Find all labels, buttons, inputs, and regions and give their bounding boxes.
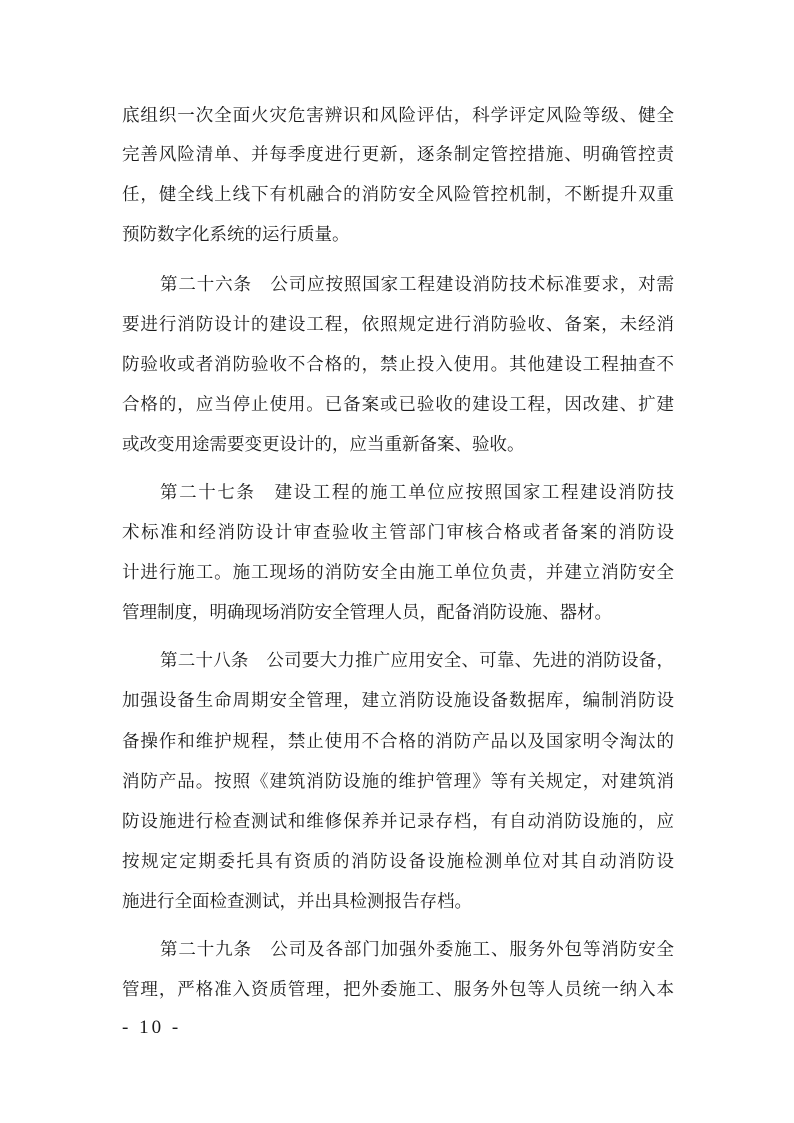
text-line: 计进行施工。施工现场的消防安全由施工单位负责，并建立消防安全 (122, 563, 674, 583)
article-27-heading-line: 第二十七条 建设工程的施工单位应按照国家工程建设消防技 (160, 483, 674, 503)
text-line: 或改变用途需要变更设计的，应当重新备案、验收。 (122, 435, 525, 455)
text-line: 备操作和维护规程，禁止使用不合格的消防产品以及国家明令淘汰的 (122, 732, 674, 752)
text-line: 加强设备生命周期安全管理，建立消防设施设备数据库，编制消防设 (122, 691, 674, 711)
text-line: 术标准和经消防设计审查验收主管部门审核合格或者备案的消防设 (122, 523, 674, 543)
article-29-heading-line: 第二十九条 公司及各部门加强外委施工、服务外包等消防安全 (160, 940, 674, 960)
article-28-heading-line: 第二十八条 公司要大力推广应用安全、可靠、先进的消防设备， (160, 651, 674, 671)
text-line: 预防数字化系统的运行质量。 (122, 225, 350, 245)
article-26-heading-line: 第二十六条 公司应按照国家工程建设消防技术标准要求，对需 (160, 275, 674, 295)
page-number: - 10 - (122, 1017, 182, 1038)
text-line: 按规定定期委托具有资质的消防设备设施检测单位对其自动消防设 (122, 852, 674, 872)
text-line: 施进行全面检查测试，并出具检测报告存档。 (122, 892, 472, 912)
text-line: 底组织一次全面火灾危害辨识和风险评估，科学评定风险等级、健全 (122, 106, 674, 126)
text-line: 防验收或者消防验收不合格的，禁止投入使用。其他建设工程抽查不 (122, 355, 674, 375)
text-line: 管理制度，明确现场消防安全管理人员，配备消防设施、器材。 (122, 603, 612, 623)
text-line: 管理，严格准入资质管理，把外委施工、服务外包等人员统一纳入本 (122, 980, 674, 1000)
text-line: 完善风险清单、并每季度进行更新，逐条制定管控措施、明确管控责 (122, 145, 674, 165)
text-line: 消防产品。按照《建筑消防设施的维护管理》等有关规定，对建筑消 (122, 772, 674, 792)
text-line: 防设施进行检查测试和维修保养并记录存档，有自动消防设施的，应 (122, 812, 674, 832)
text-line: 任，健全线上线下有机融合的消防安全风险管控机制，不断提升双重 (122, 185, 674, 205)
text-line: 要进行消防设计的建设工程，依照规定进行消防验收、备案，未经消 (122, 315, 674, 335)
text-line: 合格的，应当停止使用。已备案或已验收的建设工程，因改建、扩建 (122, 395, 674, 415)
